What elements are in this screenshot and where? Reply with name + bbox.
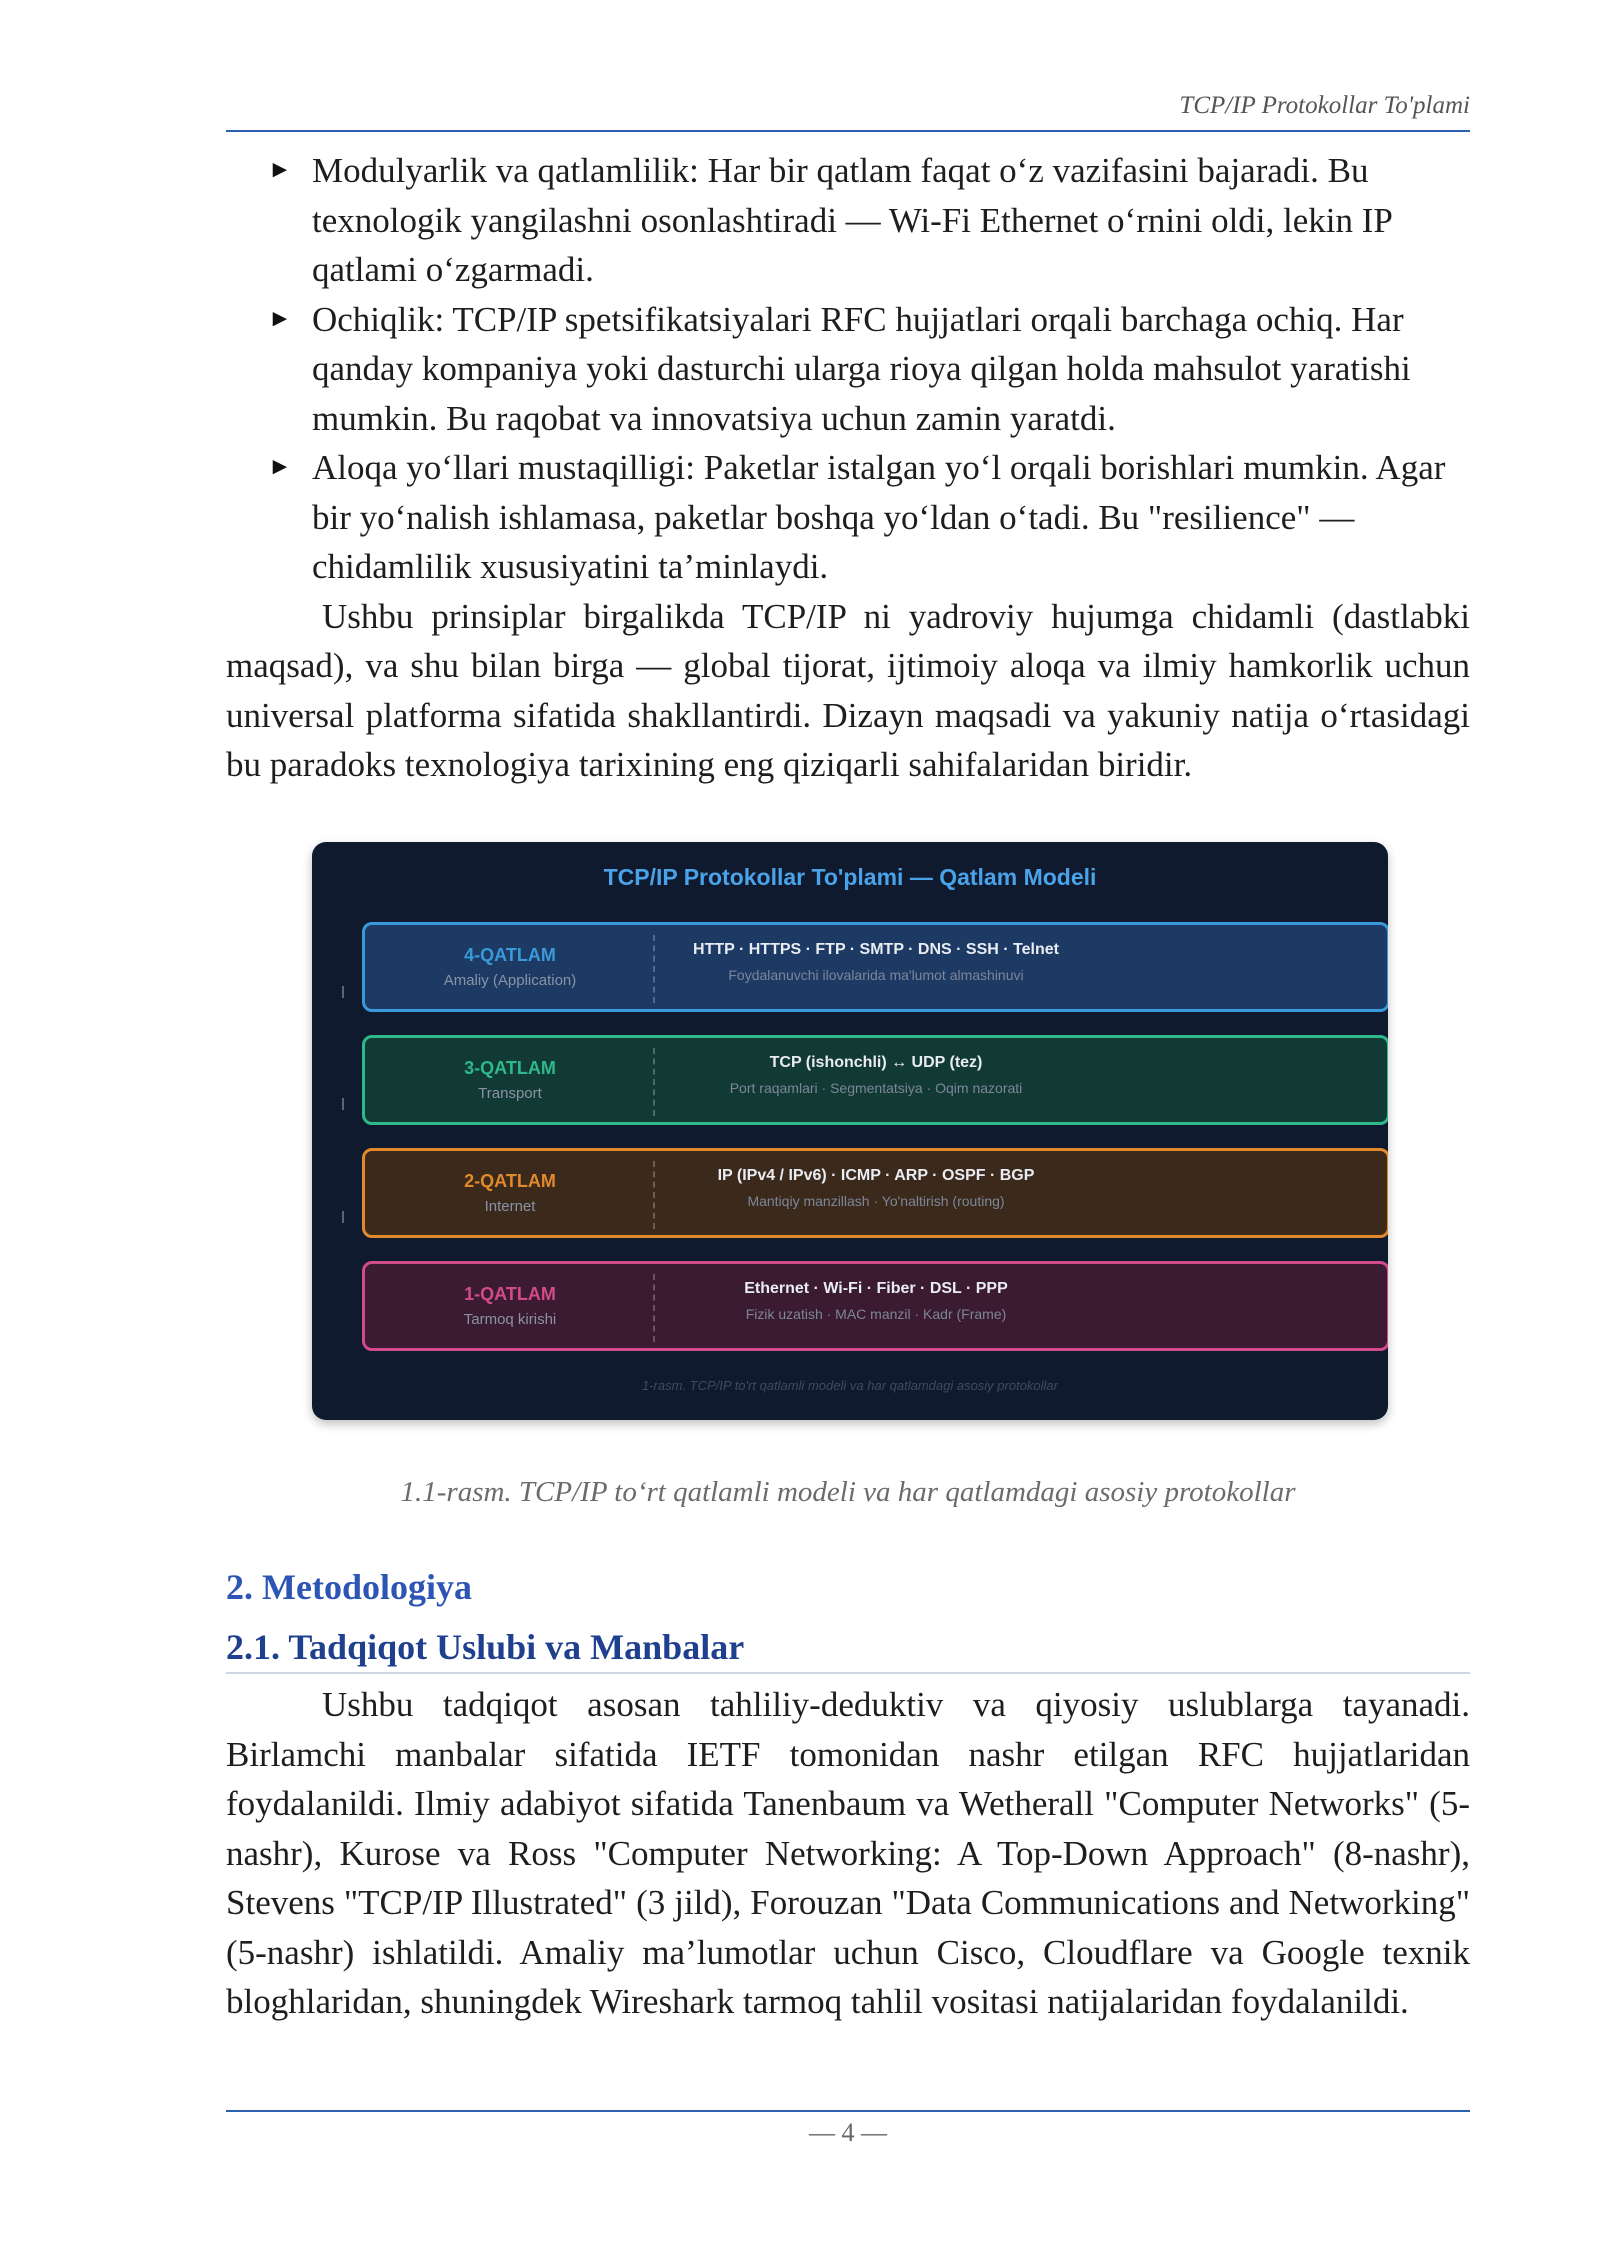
body-text-bottom — [226, 1680, 1470, 2027]
list-item-text: Modulyarlik va qatlamlilik: Har bir qatlam faqat o‘z vazifasini bajaradi. Bu texnologik yangilashni osonlashtiradi — Wi-Fi Ethernet o‘rnini oldi, lekin IP qatlami o‘zgarmadi. — [312, 151, 1392, 289]
layer-description: Fizik uzatish · MAC manzil · Kadr (Frame) — [745, 1306, 1007, 1322]
list-item — [226, 443, 1470, 592]
page-number: — 4 — — [809, 2118, 887, 2147]
layer-subtitle: Transport — [478, 1085, 542, 1102]
body-text-top — [226, 146, 1470, 790]
diagram-title: TCP/IP Protokollar To'plami — Qatlam Modeli — [603, 864, 1097, 890]
layer-name: 3-QATLAM — [464, 1058, 556, 1078]
triangle-bullet-icon: ► — [268, 305, 292, 332]
layer-internet — [362, 1148, 1388, 1238]
running-header: TCP/IP Protokollar To'plami — [1179, 92, 1470, 119]
layer-description: Foydalanuvchi ilovalarida ma'lumot almashinuvi — [728, 967, 1024, 983]
tcpip-layer-diagram — [312, 842, 1388, 1420]
layer-description: Port raqamlari · Segmentatsiya · Oqim nazorati — [729, 1080, 1023, 1096]
layer-subtitle: Amaliy (Application) — [443, 972, 577, 989]
layer-name: 4-QATLAM — [464, 945, 556, 965]
layer-description: Mantiqiy manzillash · Yo'naltirish (routing) — [747, 1193, 1005, 1209]
principles-list — [226, 146, 1470, 592]
list-item-text: Ochiqlik: TCP/IP spetsifikatsiyalari RFC hujjatlari orqali barchaga ochiq. Har qanday kompaniya yoki dasturchi ularga rioya qilgan holda mahsulot yaratishi mumkin. Bu raqobat va innovatsiya uchun zamin yaratdi. — [312, 299, 1411, 438]
list-item — [226, 146, 1470, 295]
header-rule — [226, 130, 1470, 132]
diagram-footnote: 1-rasm. TCP/IP to'rt qatlamli modeli va har qatlamdagi asosiy protokollar — [642, 1378, 1058, 1393]
layer-network-access — [362, 1261, 1388, 1351]
section-heading: 2. Metodologiya — [226, 1567, 472, 1607]
triangle-bullet-icon: ► — [268, 454, 292, 480]
intro-paragraph: Ushbu prinsiplar birgalikda TCP/IP ni yadroviy hujumga chidamli (dastlabki maqsad), va shu bilan birga — global tijorat, ijtimoiy aloqa va ilmiy hamkorlik uchun universal platforma sifatida shakllantirdi. Dizayn maqsadi va yakuniy natija o‘rtasidagi bu paradoks texnologiya tarixining eng qiziqarli sahifalaridan biridir. — [226, 596, 1470, 784]
layer-subtitle: Tarmoq kirishi — [463, 1311, 557, 1328]
layer-name: 1-QATLAM — [464, 1284, 556, 1304]
layer-application — [362, 922, 1388, 1012]
layer-transport — [362, 1035, 1388, 1125]
layer-name: 2-QATLAM — [464, 1171, 556, 1191]
list-item — [226, 295, 1470, 444]
layer-protocols: IP (IPv4 / IPv6) · ICMP · ARP · OSPF · BGP — [717, 1167, 1035, 1184]
subsection-heading: 2.1. Tadqiqot Uslubi va Manbalar — [226, 1626, 1470, 1674]
connector-mark — [342, 1211, 344, 1223]
methodology-paragraph: Ushbu tadqiqot asosan tahliliy-deduktiv va qiyosiy uslublarga tayanadi. Birlamchi manbalar sifatida IETF tomonidan nashr etilgan RFC hujjatlaridan foydalanildi. Ilmiy adabiyot sifatida Tanenbaum va Wetherall "Computer Networks" (5-nashr), Kurose va Ross "Computer Networking: A Top-Down Approach" (8-nashr), Stevens "TCP/IP Illustrated" (3 jild), Forouzan "Data Communications and Networking" (5-nashr) ishlatildi. Amaliy ma’lumotlar uchun Cisco, Cloudflare va Google texnik bloghlaridan, shuningdek Wireshark tarmoq tahlil vositasi natijalaridan foydalanildi. — [226, 1685, 1470, 2021]
layer-protocols: Ethernet · Wi-Fi · Fiber · DSL · PPP — [744, 1280, 1008, 1297]
triangle-bullet-icon: ► — [268, 157, 292, 183]
footer-rule — [226, 2110, 1470, 2112]
layer-protocols: HTTP · HTTPS · FTP · SMTP · DNS · SSH · Telnet — [693, 941, 1059, 958]
connector-mark — [342, 1098, 344, 1110]
list-item-text: Aloqa yo‘llari mustaqilligi: Paketlar istalgan yo‘l orqali borishlari mumkin. Agar bir yo‘nalish ishlamasa, paketlar boshqa yo‘ldan o‘tadi. Bu "resilience" — chidamlilik xususiyatini ta’minlaydi. — [312, 448, 1446, 586]
layer-protocols: TCP (ishonchli) ↔ UDP (tez) — [769, 1054, 983, 1071]
connector-mark — [342, 986, 344, 998]
figure-caption: 1.1-rasm. TCP/IP to‘rt qatlamli modeli va har qatlamdagi asosiy protokollar — [400, 1476, 1296, 1508]
layer-subtitle: Internet — [484, 1198, 536, 1215]
